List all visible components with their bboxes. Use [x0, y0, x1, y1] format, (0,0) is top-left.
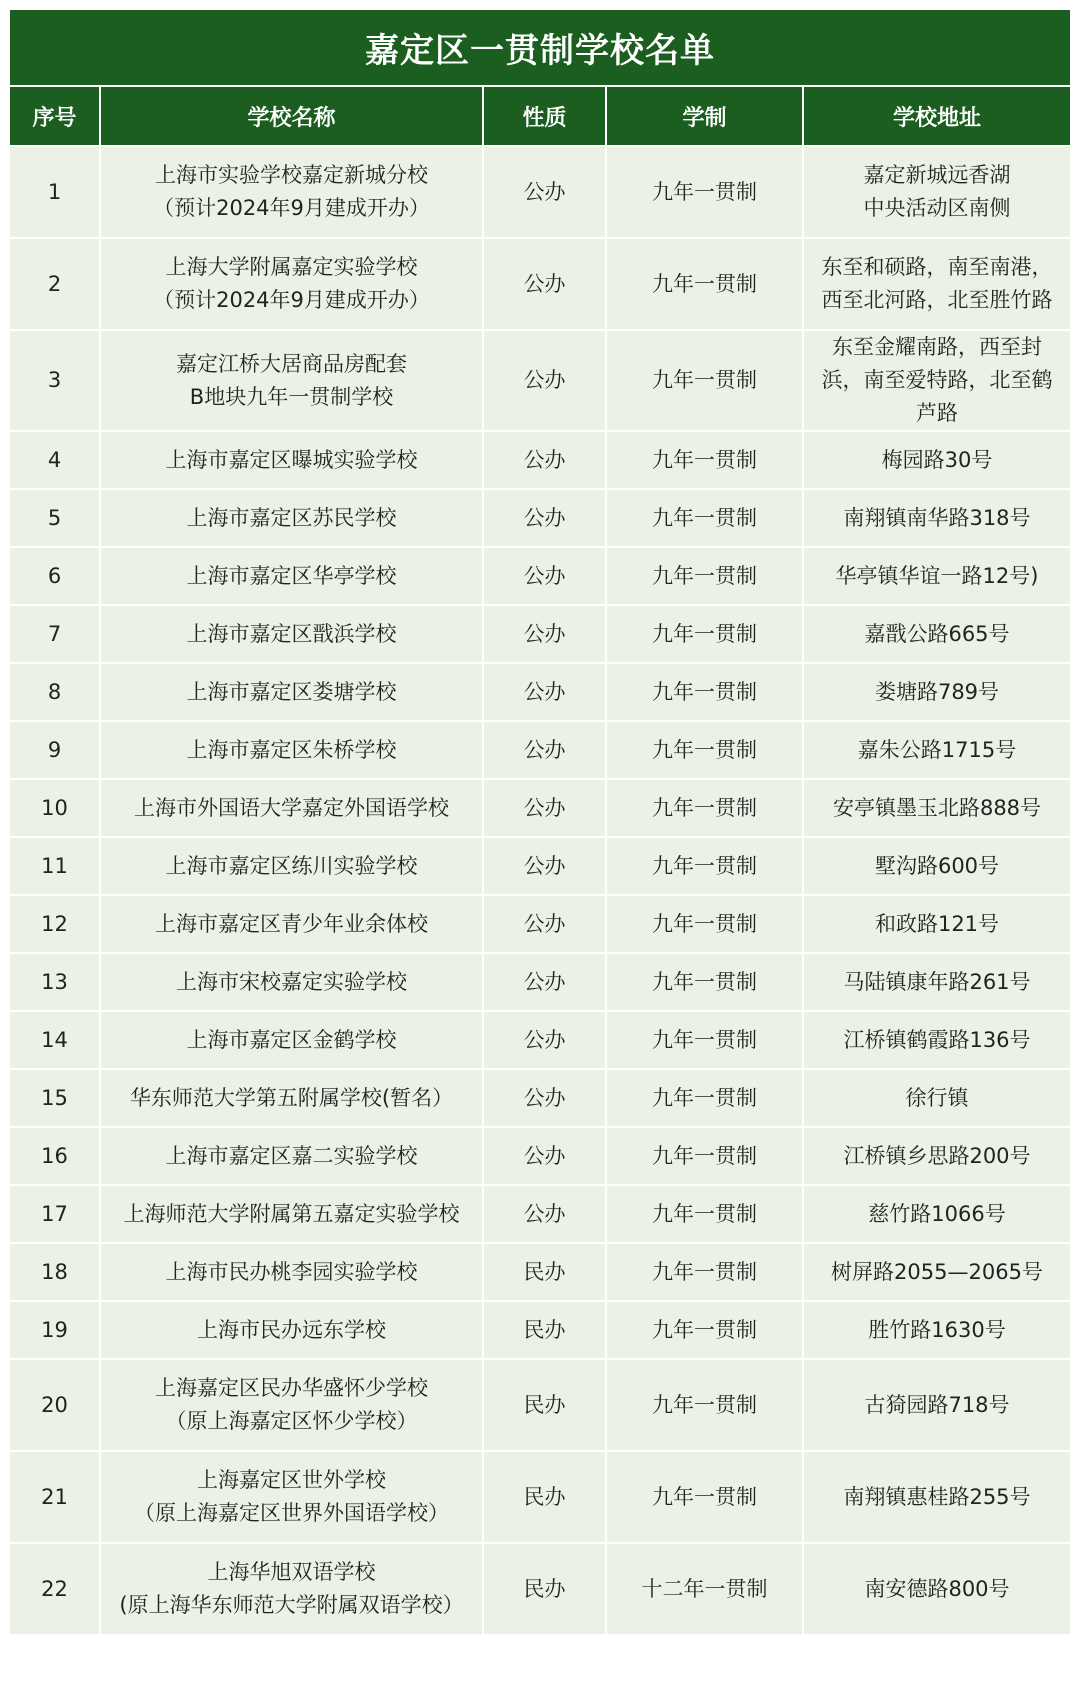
table-row — [10, 953, 1070, 1011]
school-system: 十二年一贯制 — [606, 1543, 803, 1635]
school-name — [100, 1069, 483, 1127]
school-type: 公办 — [483, 953, 606, 1011]
school-name — [100, 953, 483, 1011]
school-system: 九年一贯制 — [606, 1359, 803, 1451]
header-type: 性质 — [483, 87, 606, 146]
school-name — [100, 1301, 483, 1359]
school-name — [100, 547, 483, 605]
school-type: 公办 — [483, 1011, 606, 1069]
school-address-line: 华亭镇华谊一路12号) — [835, 563, 1039, 588]
school-type: 公办 — [483, 721, 606, 779]
school-name — [100, 605, 483, 663]
school-address — [803, 330, 1070, 431]
school-name-line: 上海市嘉定区华亭学校 — [186, 563, 397, 588]
school-name-line: 华东师范大学第五附属学校(暂名） — [129, 1085, 454, 1110]
school-name-line: B地块九年一贯制学校 — [189, 384, 394, 409]
school-name — [100, 238, 483, 330]
row-index: 5 — [10, 489, 100, 547]
table-row — [10, 1011, 1070, 1069]
school-address — [803, 1069, 1070, 1127]
row-index: 2 — [10, 238, 100, 330]
table-row — [10, 238, 1070, 330]
school-address-line: 马陆镇康年路261号 — [843, 969, 1031, 994]
school-name — [100, 721, 483, 779]
row-index: 1 — [10, 146, 100, 238]
school-name — [100, 146, 483, 238]
school-name-line: 上海华旭双语学校 — [207, 1560, 376, 1584]
table-row — [10, 605, 1070, 663]
school-address — [803, 489, 1070, 547]
school-type: 公办 — [483, 238, 606, 330]
school-system: 九年一贯制 — [606, 330, 803, 431]
row-index: 12 — [10, 895, 100, 953]
school-name-line: 上海市外国语大学嘉定外国语学校 — [134, 795, 449, 820]
school-name-line: 上海市民办桃李园实验学校 — [165, 1259, 418, 1284]
school-address — [803, 663, 1070, 721]
school-name-line: 上海市嘉定区练川实验学校 — [165, 853, 418, 878]
school-name — [100, 431, 483, 489]
school-system: 九年一贯制 — [606, 605, 803, 663]
school-name-line: 上海市嘉定区戬浜学校 — [186, 621, 397, 646]
row-index: 19 — [10, 1301, 100, 1359]
table-row — [10, 837, 1070, 895]
table-row — [10, 895, 1070, 953]
school-address-line: 梅园路30号 — [881, 447, 993, 472]
row-index: 16 — [10, 1127, 100, 1185]
table-row — [10, 1451, 1070, 1543]
row-index: 4 — [10, 431, 100, 489]
school-type: 民办 — [483, 1451, 606, 1543]
row-index: 11 — [10, 837, 100, 895]
school-name-line: 嘉定江桥大居商品房配套 — [176, 351, 407, 376]
school-name-line: 上海嘉定区民办华盛怀少学校 — [155, 1376, 428, 1400]
school-system: 九年一贯制 — [606, 837, 803, 895]
school-list-sheet — [10, 10, 1070, 1636]
school-address-line: 江桥镇乡思路200号 — [843, 1143, 1031, 1168]
school-name-line: 上海市实验学校嘉定新城分校 — [155, 163, 428, 187]
school-name-line: 上海市嘉定区青少年业余体校 — [155, 911, 428, 936]
school-name-line: 上海市民办远东学校 — [197, 1317, 386, 1342]
school-address — [803, 1127, 1070, 1185]
row-index: 18 — [10, 1243, 100, 1301]
school-name-line: (原上海华东师范大学附属双语学校） — [119, 1593, 464, 1617]
school-system: 九年一贯制 — [606, 721, 803, 779]
table-row — [10, 330, 1070, 431]
school-system: 九年一贯制 — [606, 1069, 803, 1127]
school-address — [803, 1451, 1070, 1543]
school-name-line: （预计2024年9月建成开办） — [153, 196, 430, 220]
school-address — [803, 895, 1070, 953]
school-system: 九年一贯制 — [606, 663, 803, 721]
school-address-line: 浜，南至爱特路，北至鹤 — [821, 368, 1053, 392]
school-name — [100, 837, 483, 895]
school-address — [803, 238, 1070, 330]
school-address — [803, 1011, 1070, 1069]
row-index: 3 — [10, 330, 100, 431]
school-name — [100, 1243, 483, 1301]
school-system: 九年一贯制 — [606, 1243, 803, 1301]
school-type: 公办 — [483, 663, 606, 721]
school-system: 九年一贯制 — [606, 953, 803, 1011]
school-system: 九年一贯制 — [606, 547, 803, 605]
table-row — [10, 721, 1070, 779]
school-system: 九年一贯制 — [606, 895, 803, 953]
table-row — [10, 1301, 1070, 1359]
school-address-line: 慈竹路1066号 — [868, 1201, 1006, 1226]
school-address — [803, 837, 1070, 895]
school-type: 公办 — [483, 547, 606, 605]
school-address — [803, 1301, 1070, 1359]
school-type: 民办 — [483, 1543, 606, 1635]
school-address-line: 树屏路2055—2065号 — [831, 1259, 1043, 1284]
school-system: 九年一贯制 — [606, 1011, 803, 1069]
school-address-line: 东至金耀南路，西至封 — [832, 335, 1042, 359]
school-address-line: 古猗园路718号 — [864, 1392, 1010, 1417]
school-address — [803, 1185, 1070, 1243]
school-name — [100, 1127, 483, 1185]
school-name — [100, 1359, 483, 1451]
school-system: 九年一贯制 — [606, 1301, 803, 1359]
table-row — [10, 1359, 1070, 1451]
row-index: 14 — [10, 1011, 100, 1069]
table-row — [10, 146, 1070, 238]
school-address — [803, 431, 1070, 489]
school-address-line: 墅沟路600号 — [874, 853, 1000, 878]
school-address — [803, 953, 1070, 1011]
table-row — [10, 1243, 1070, 1301]
row-index: 7 — [10, 605, 100, 663]
header-address: 学校地址 — [803, 87, 1070, 146]
school-name-line: （原上海嘉定区怀少学校） — [165, 1409, 418, 1433]
school-address-line: 嘉朱公路1715号 — [857, 737, 1017, 762]
school-name-line: 上海市嘉定区娄塘学校 — [186, 679, 397, 704]
school-type: 公办 — [483, 1185, 606, 1243]
school-name-line: 上海市嘉定区曝城实验学校 — [165, 447, 418, 472]
school-address-line: 中央活动区南侧 — [863, 196, 1011, 220]
school-type: 公办 — [483, 779, 606, 837]
school-name — [100, 779, 483, 837]
table-header-row — [10, 87, 1070, 146]
row-index: 15 — [10, 1069, 100, 1127]
row-index: 13 — [10, 953, 100, 1011]
school-type: 公办 — [483, 330, 606, 431]
school-address-line: 安亭镇墨玉北路888号 — [832, 795, 1042, 820]
header-school-name: 学校名称 — [100, 87, 483, 146]
school-address — [803, 1243, 1070, 1301]
school-name — [100, 489, 483, 547]
school-table — [10, 87, 1070, 1636]
school-address-line: 江桥镇鹤霞路136号 — [843, 1027, 1031, 1052]
table-row — [10, 547, 1070, 605]
school-system: 九年一贯制 — [606, 489, 803, 547]
school-address — [803, 146, 1070, 238]
school-address-line: 嘉定新城远香湖 — [863, 163, 1011, 187]
school-name — [100, 1451, 483, 1543]
row-index: 21 — [10, 1451, 100, 1543]
school-type: 民办 — [483, 1301, 606, 1359]
school-type: 公办 — [483, 146, 606, 238]
school-name-line: 上海市嘉定区嘉二实验学校 — [165, 1143, 418, 1168]
school-name-line: 上海市宋校嘉定实验学校 — [176, 969, 407, 994]
school-address — [803, 605, 1070, 663]
school-address-line: 嘉戬公路665号 — [864, 621, 1010, 646]
school-system: 九年一贯制 — [606, 779, 803, 837]
school-name — [100, 663, 483, 721]
school-address — [803, 779, 1070, 837]
table-row — [10, 1069, 1070, 1127]
school-type: 公办 — [483, 1127, 606, 1185]
school-system: 九年一贯制 — [606, 1451, 803, 1543]
school-name-line: 上海师范大学附属第五嘉定实验学校 — [123, 1201, 460, 1226]
table-row — [10, 1127, 1070, 1185]
school-type: 公办 — [483, 605, 606, 663]
school-address-line: 和政路121号 — [874, 911, 1000, 936]
row-index: 8 — [10, 663, 100, 721]
school-name-line: （原上海嘉定区世界外国语学校） — [134, 1501, 449, 1525]
school-system: 九年一贯制 — [606, 146, 803, 238]
school-type: 公办 — [483, 895, 606, 953]
school-name — [100, 1543, 483, 1635]
table-body — [10, 146, 1070, 1635]
row-index: 17 — [10, 1185, 100, 1243]
school-address-line: 南翔镇惠桂路255号 — [843, 1484, 1031, 1509]
table-row — [10, 489, 1070, 547]
header-index: 序号 — [10, 87, 100, 146]
school-system: 九年一贯制 — [606, 1127, 803, 1185]
school-address-line: 南安德路800号 — [864, 1576, 1010, 1601]
school-type: 民办 — [483, 1243, 606, 1301]
school-name-line: （预计2024年9月建成开办） — [153, 288, 430, 312]
school-address-line: 东至和硕路，南至南港， — [821, 255, 1053, 279]
row-index: 20 — [10, 1359, 100, 1451]
school-name — [100, 895, 483, 953]
school-system: 九年一贯制 — [606, 238, 803, 330]
row-index: 6 — [10, 547, 100, 605]
school-type: 公办 — [483, 1069, 606, 1127]
school-type: 公办 — [483, 431, 606, 489]
school-name — [100, 330, 483, 431]
school-type: 民办 — [483, 1359, 606, 1451]
row-index: 9 — [10, 721, 100, 779]
school-address-line: 西至北河路，北至胜竹路 — [821, 288, 1053, 312]
school-address — [803, 547, 1070, 605]
school-address-line: 徐行镇 — [905, 1085, 969, 1110]
school-address — [803, 1543, 1070, 1635]
school-system: 九年一贯制 — [606, 1185, 803, 1243]
school-name-line: 上海嘉定区世外学校 — [197, 1468, 386, 1492]
row-index: 22 — [10, 1543, 100, 1635]
header-system: 学制 — [606, 87, 803, 146]
school-name-line: 上海市嘉定区朱桥学校 — [186, 737, 397, 762]
school-type: 公办 — [483, 489, 606, 547]
table-row — [10, 1543, 1070, 1635]
school-name-line: 上海市嘉定区苏民学校 — [186, 505, 397, 530]
school-name-line: 上海大学附属嘉定实验学校 — [165, 255, 418, 279]
school-address-line: 芦路 — [916, 401, 958, 425]
school-name — [100, 1011, 483, 1069]
school-address-line: 南翔镇南华路318号 — [843, 505, 1031, 530]
table-row — [10, 431, 1070, 489]
school-address-line: 娄塘路789号 — [874, 679, 1000, 704]
table-row — [10, 779, 1070, 837]
school-type: 公办 — [483, 837, 606, 895]
page-title: 嘉定区一贯制学校名单 — [10, 10, 1070, 85]
school-address — [803, 721, 1070, 779]
school-address — [803, 1359, 1070, 1451]
school-name-line: 上海市嘉定区金鹤学校 — [186, 1027, 397, 1052]
school-address-line: 胜竹路1630号 — [868, 1317, 1006, 1342]
table-row — [10, 663, 1070, 721]
row-index: 10 — [10, 779, 100, 837]
table-row — [10, 1185, 1070, 1243]
school-system: 九年一贯制 — [606, 431, 803, 489]
school-name — [100, 1185, 483, 1243]
